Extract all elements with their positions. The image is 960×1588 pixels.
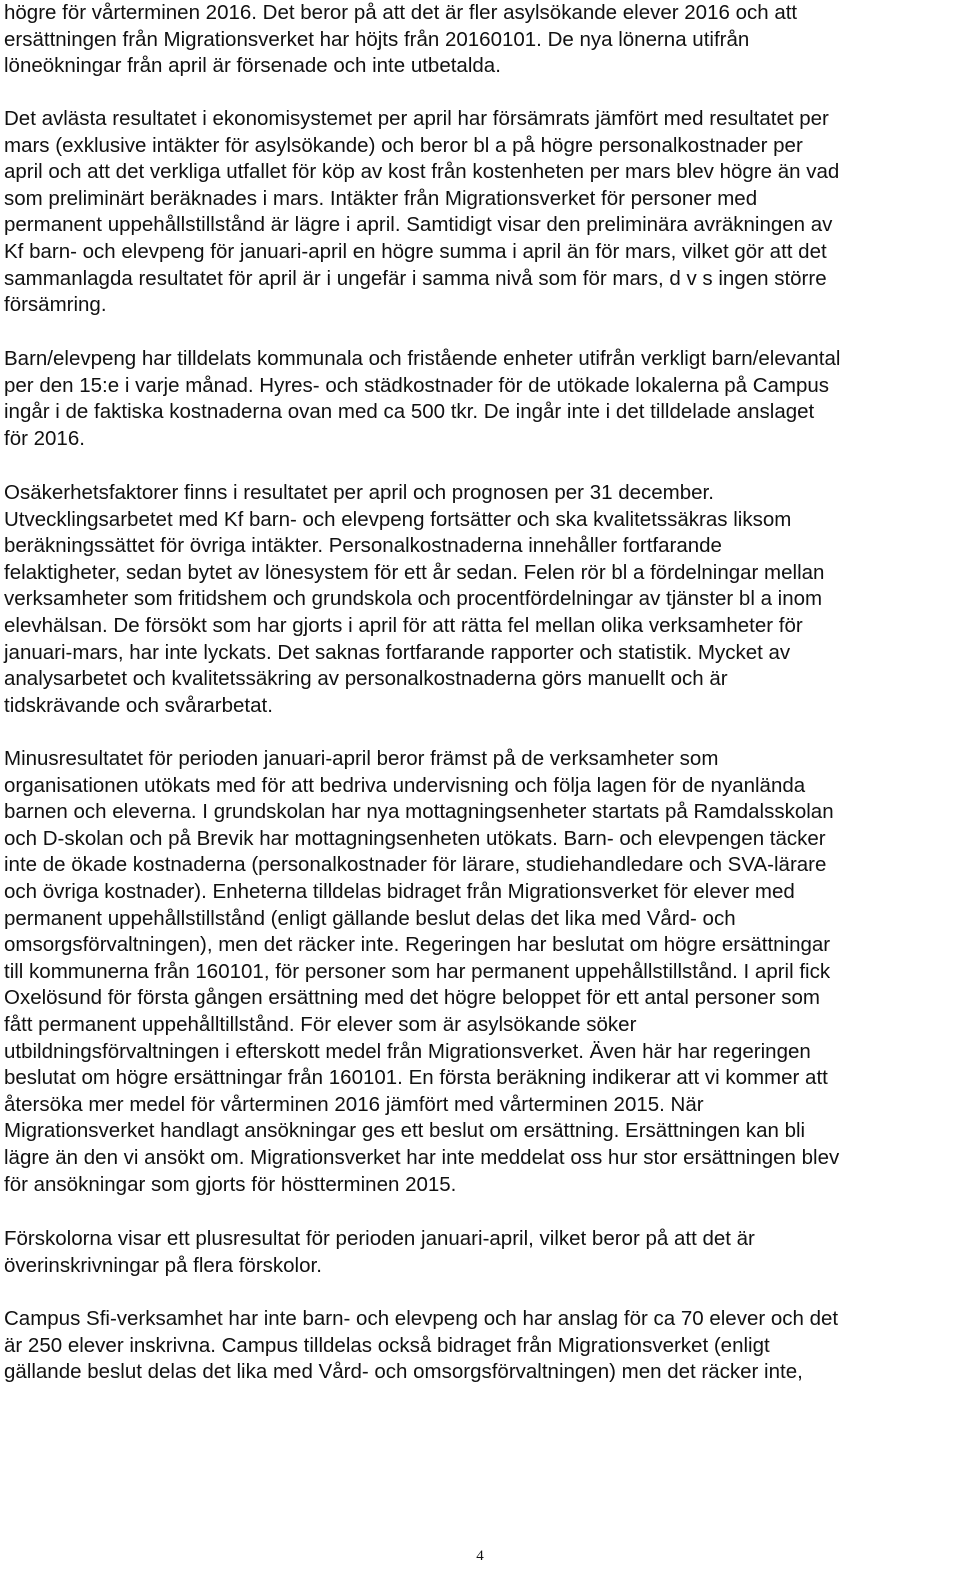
paragraph-1: högre för vårterminen 2016. Det beror på att det är fler asylsökande elever 2016 och att ersättningen från Migrationsverket har höjts från 20160101. De nya lönerna utifrån löneökningar från april är försenade och inte utbetalda.: [4, 1, 798, 78]
paragraph-4: Osäkerhetsfaktorer finns i resultatet per april och prognosen per 31 december. Utvecklingsarbetet med Kf barn- och elevpeng fortsätter och ska kvalitetssäkras liksom beräkningssättet för övriga intäkter. Personalkostnaderna innehåller fortfarande felaktigheter, sedan bytet av lönesystem för ett år sedan. Felen rör bl a fördelningar mellan verksamheter som fritidshem och grundskola och procentfördelningar av tjänster bl a inom elevhälsan. De försökt som har gjorts i april för att rätta fel mellan olika verksamheter för januari-mars, har inte lyckats. Det saknas fortfarande rapporter och statistik. Mycket av analysarbetet och kvalitetssäkring av personalkostnaderna görs manuellt och är tidskrävande och svårarbetat.: [4, 481, 825, 717]
paragraph-7: Campus Sfi-verksamhet har inte barn- och elevpeng och har anslag för ca 70 elever och det är 250 elever inskrivna. Campus tilldelas också bidraget från Migrationsverket (enligt gällande beslut delas det lika med Vård- och omsorgsförvaltningen) men det räcker inte,: [4, 1307, 839, 1384]
paragraph-5: Minusresultatet för perioden januari-april beror främst på de verksamheter som organisationen utökats med för att bedriva undervisning och följa lagen för de nyanlända barnen och eleverna. I grundskolan har nya mottagningsenheter startats på Ramdalsskolan och D-skolan och på Brevik har mottagningsenheten utökats. Barn- och elevpengen täcker inte de ökade kostnaderna (personalkostnader för lärare, studiehandledare och SVA-lärare och övriga kostnader). Enheterna tilldelas bidraget från Migrationsverket för elever med permanent uppehållstillstånd (enligt gällande beslut delas det lika med Vård- och omsorgsförvaltningen), men det räcker inte. Regeringen har beslutat om högre ersättningar till kommunerna från 160101, för personer som har permanent uppehållstillstånd. I april fick Oxelösund för första gången ersättning med det högre beloppet för ett antal personer som fått permanent uppehålltillstånd. För elever som är asylsökande söker utbildningsförvaltningen i efterskott medel från Migrationsverket. Även här har regeringen beslutat om högre ersättningar från 160101. En första beräkning indikerar att vi kommer att återsöka mer medel för vårterminen 2016 jämfört med vårterminen 2015. När Migrationsverket handlagt ansökningar ges ett beslut om ersättning. Ersättningen kan bli lägre än den vi ansökt om. Migrationsverket har inte meddelat oss hur stor ersättningen blev för ansökningar som gjorts för höstterminen 2015.: [4, 747, 840, 1196]
paragraph-6: Förskolorna visar ett plusresultat för perioden januari-april, vilket beror på att det är överinskrivningar på flera förskolor.: [4, 1227, 755, 1277]
page-number: 4: [476, 1548, 484, 1564]
paragraph-3: Barn/elevpeng har tilldelats kommunala och fristående enheter utifrån verkligt barn/elevantal per den 15:e i varje månad. Hyres- och städkostnader för de utökade lokalerna på Campus ingår i de faktiska kostnaderna ovan med ca 500 tkr. De ingår inte i det tilldelade anslaget för 2016.: [4, 347, 841, 450]
paragraph-2: Det avlästa resultatet i ekonomisystemet per april har försämrats jämfört med resultatet per mars (exklusive intäkter för asylsökande) och beror bl a på högre personalkostnader per april och att det verkliga utfallet för köp av kost från kostenheten per mars blev högre än vad som preliminärt beräknades i mars. Intäkter från Migrationsverket för personer med permanent uppehållstillstånd är lägre i april. Samtidigt visar den preliminära avräkningen av Kf barn- och elevpeng för januari-april en högre summa i april än för mars, vilket gör att det sammanlagda resultatet för april är i ungefär i samma nivå som för mars, d v s ingen större försämring.: [4, 107, 840, 317]
